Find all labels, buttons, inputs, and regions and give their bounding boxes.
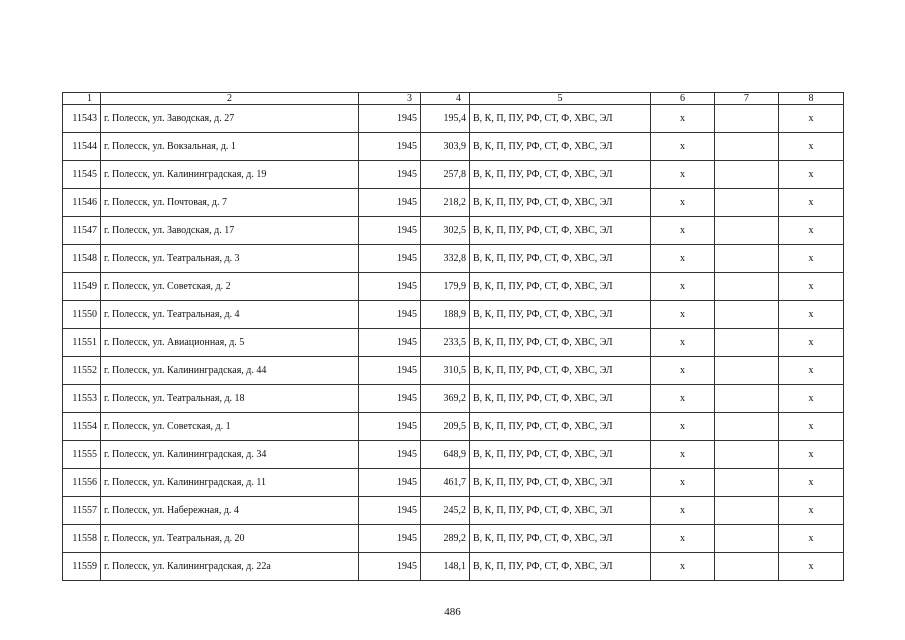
- table-row: [63, 553, 844, 581]
- cell-row-number: 11559: [63, 553, 101, 581]
- cell-col-7-mark: [715, 553, 779, 581]
- cell-utilities: В, К, П, ПУ, РФ, СТ, Ф, ХВС, ЭЛ: [470, 133, 651, 161]
- cell-area: 148,1: [421, 553, 470, 581]
- column-header-3: 3: [359, 93, 421, 105]
- cell-utilities: В, К, П, ПУ, РФ, СТ, Ф, ХВС, ЭЛ: [470, 497, 651, 525]
- cell-col-8-mark: х: [779, 329, 844, 357]
- table-row: [63, 217, 844, 245]
- cell-address: г. Полесск, ул. Калининградская, д. 34: [101, 441, 359, 469]
- table-row: [63, 245, 844, 273]
- cell-year-built: 1945: [359, 413, 421, 441]
- column-header-4: 4: [421, 93, 470, 105]
- cell-year-built: 1945: [359, 301, 421, 329]
- cell-col-7-mark: [715, 497, 779, 525]
- cell-area: 302,5: [421, 217, 470, 245]
- cell-area: 289,2: [421, 525, 470, 553]
- column-header-2: 2: [101, 93, 359, 105]
- cell-col-6-mark: х: [651, 553, 715, 581]
- cell-year-built: 1945: [359, 357, 421, 385]
- cell-row-number: 11549: [63, 273, 101, 301]
- cell-col-6-mark: х: [651, 357, 715, 385]
- cell-col-6-mark: х: [651, 161, 715, 189]
- table-header: [63, 93, 844, 105]
- table-row: [63, 301, 844, 329]
- cell-utilities: В, К, П, ПУ, РФ, СТ, Ф, ХВС, ЭЛ: [470, 413, 651, 441]
- cell-col-7-mark: [715, 469, 779, 497]
- cell-col-8-mark: х: [779, 469, 844, 497]
- cell-col-8-mark: х: [779, 105, 844, 133]
- cell-col-6-mark: х: [651, 189, 715, 217]
- cell-utilities: В, К, П, ПУ, РФ, СТ, Ф, ХВС, ЭЛ: [470, 161, 651, 189]
- cell-col-7-mark: [715, 413, 779, 441]
- cell-utilities: В, К, П, ПУ, РФ, СТ, Ф, ХВС, ЭЛ: [470, 245, 651, 273]
- column-header-8: 8: [779, 93, 844, 105]
- cell-col-7-mark: [715, 133, 779, 161]
- cell-col-6-mark: х: [651, 385, 715, 413]
- cell-utilities: В, К, П, ПУ, РФ, СТ, Ф, ХВС, ЭЛ: [470, 385, 651, 413]
- cell-row-number: 11555: [63, 441, 101, 469]
- cell-utilities: В, К, П, ПУ, РФ, СТ, Ф, ХВС, ЭЛ: [470, 441, 651, 469]
- cell-row-number: 11554: [63, 413, 101, 441]
- cell-address: г. Полесск, ул. Набережная, д. 4: [101, 497, 359, 525]
- table-row: [63, 329, 844, 357]
- cell-col-7-mark: [715, 329, 779, 357]
- cell-col-6-mark: х: [651, 245, 715, 273]
- cell-year-built: 1945: [359, 553, 421, 581]
- cell-address: г. Полесск, ул. Театральная, д. 20: [101, 525, 359, 553]
- cell-address: г. Полесск, ул. Советская, д. 2: [101, 273, 359, 301]
- column-header-1: 1: [63, 93, 101, 105]
- cell-col-8-mark: х: [779, 273, 844, 301]
- cell-utilities: В, К, П, ПУ, РФ, СТ, Ф, ХВС, ЭЛ: [470, 273, 651, 301]
- cell-utilities: В, К, П, ПУ, РФ, СТ, Ф, ХВС, ЭЛ: [470, 301, 651, 329]
- cell-row-number: 11558: [63, 525, 101, 553]
- cell-row-number: 11547: [63, 217, 101, 245]
- cell-col-6-mark: х: [651, 469, 715, 497]
- cell-row-number: 11556: [63, 469, 101, 497]
- table-row: [63, 441, 844, 469]
- cell-col-8-mark: х: [779, 245, 844, 273]
- cell-col-8-mark: х: [779, 385, 844, 413]
- cell-address: г. Полесск, ул. Авиационная, д. 5: [101, 329, 359, 357]
- housing-register-table: [62, 92, 844, 581]
- cell-address: г. Полесск, ул. Театральная, д. 3: [101, 245, 359, 273]
- cell-year-built: 1945: [359, 105, 421, 133]
- cell-area: 195,4: [421, 105, 470, 133]
- table-row: [63, 497, 844, 525]
- cell-col-8-mark: х: [779, 161, 844, 189]
- cell-row-number: 11557: [63, 497, 101, 525]
- cell-col-7-mark: [715, 161, 779, 189]
- cell-address: г. Полесск, ул. Почтовая, д. 7: [101, 189, 359, 217]
- cell-row-number: 11548: [63, 245, 101, 273]
- cell-area: 332,8: [421, 245, 470, 273]
- column-header-5: 5: [470, 93, 651, 105]
- table-row: [63, 105, 844, 133]
- cell-address: г. Полесск, ул. Театральная, д. 18: [101, 385, 359, 413]
- cell-row-number: 11553: [63, 385, 101, 413]
- cell-area: 179,9: [421, 273, 470, 301]
- cell-col-6-mark: х: [651, 497, 715, 525]
- column-header-7: 7: [715, 93, 779, 105]
- cell-utilities: В, К, П, ПУ, РФ, СТ, Ф, ХВС, ЭЛ: [470, 469, 651, 497]
- cell-row-number: 11544: [63, 133, 101, 161]
- cell-col-8-mark: х: [779, 189, 844, 217]
- cell-col-6-mark: х: [651, 301, 715, 329]
- cell-col-7-mark: [715, 189, 779, 217]
- cell-year-built: 1945: [359, 497, 421, 525]
- cell-area: 648,9: [421, 441, 470, 469]
- cell-year-built: 1945: [359, 525, 421, 553]
- table-row: [63, 469, 844, 497]
- cell-area: 461,7: [421, 469, 470, 497]
- cell-utilities: В, К, П, ПУ, РФ, СТ, Ф, ХВС, ЭЛ: [470, 357, 651, 385]
- cell-year-built: 1945: [359, 161, 421, 189]
- table-row: [63, 273, 844, 301]
- cell-col-7-mark: [715, 441, 779, 469]
- cell-col-6-mark: х: [651, 105, 715, 133]
- cell-year-built: 1945: [359, 189, 421, 217]
- cell-col-8-mark: х: [779, 441, 844, 469]
- cell-address: г. Полесск, ул. Калининградская, д. 11: [101, 469, 359, 497]
- cell-utilities: В, К, П, ПУ, РФ, СТ, Ф, ХВС, ЭЛ: [470, 329, 651, 357]
- cell-area: 209,5: [421, 413, 470, 441]
- cell-area: 188,9: [421, 301, 470, 329]
- cell-col-7-mark: [715, 357, 779, 385]
- cell-col-8-mark: х: [779, 357, 844, 385]
- cell-utilities: В, К, П, ПУ, РФ, СТ, Ф, ХВС, ЭЛ: [470, 105, 651, 133]
- cell-address: г. Полесск, ул. Калининградская, д. 19: [101, 161, 359, 189]
- cell-col-6-mark: х: [651, 525, 715, 553]
- cell-col-6-mark: х: [651, 273, 715, 301]
- cell-col-8-mark: х: [779, 497, 844, 525]
- cell-area: 369,2: [421, 385, 470, 413]
- page-number: 486: [444, 606, 461, 618]
- cell-year-built: 1945: [359, 273, 421, 301]
- column-header-6: 6: [651, 93, 715, 105]
- cell-col-6-mark: х: [651, 217, 715, 245]
- cell-address: г. Полесск, ул. Советская, д. 1: [101, 413, 359, 441]
- cell-area: 218,2: [421, 189, 470, 217]
- cell-address: г. Полесск, ул. Вокзальная, д. 1: [101, 133, 359, 161]
- cell-col-8-mark: х: [779, 217, 844, 245]
- cell-year-built: 1945: [359, 133, 421, 161]
- cell-row-number: 11546: [63, 189, 101, 217]
- cell-row-number: 11551: [63, 329, 101, 357]
- cell-col-7-mark: [715, 301, 779, 329]
- cell-utilities: В, К, П, ПУ, РФ, СТ, Ф, ХВС, ЭЛ: [470, 525, 651, 553]
- cell-col-8-mark: х: [779, 413, 844, 441]
- cell-row-number: 11550: [63, 301, 101, 329]
- cell-row-number: 11545: [63, 161, 101, 189]
- cell-address: г. Полесск, ул. Заводская, д. 27: [101, 105, 359, 133]
- table-row: [63, 413, 844, 441]
- cell-address: г. Полесск, ул. Калининградская, д. 44: [101, 357, 359, 385]
- cell-col-6-mark: х: [651, 413, 715, 441]
- table-row: [63, 161, 844, 189]
- cell-row-number: 11543: [63, 105, 101, 133]
- table-row: [63, 357, 844, 385]
- cell-year-built: 1945: [359, 329, 421, 357]
- cell-col-7-mark: [715, 385, 779, 413]
- cell-address: г. Полесск, ул. Заводская, д. 17: [101, 217, 359, 245]
- cell-year-built: 1945: [359, 441, 421, 469]
- cell-area: 303,9: [421, 133, 470, 161]
- cell-area: 233,5: [421, 329, 470, 357]
- cell-col-6-mark: х: [651, 329, 715, 357]
- cell-year-built: 1945: [359, 385, 421, 413]
- cell-col-8-mark: х: [779, 553, 844, 581]
- cell-utilities: В, К, П, ПУ, РФ, СТ, Ф, ХВС, ЭЛ: [470, 217, 651, 245]
- cell-year-built: 1945: [359, 245, 421, 273]
- table-row: [63, 189, 844, 217]
- table-row: [63, 133, 844, 161]
- cell-col-7-mark: [715, 525, 779, 553]
- cell-col-7-mark: [715, 273, 779, 301]
- cell-col-7-mark: [715, 105, 779, 133]
- cell-area: 310,5: [421, 357, 470, 385]
- cell-address: г. Полесск, ул. Театральная, д. 4: [101, 301, 359, 329]
- cell-utilities: В, К, П, ПУ, РФ, СТ, Ф, ХВС, ЭЛ: [470, 553, 651, 581]
- table-row: [63, 525, 844, 553]
- cell-row-number: 11552: [63, 357, 101, 385]
- cell-col-6-mark: х: [651, 133, 715, 161]
- cell-address: г. Полесск, ул. Калининградская, д. 22а: [101, 553, 359, 581]
- cell-utilities: В, К, П, ПУ, РФ, СТ, Ф, ХВС, ЭЛ: [470, 189, 651, 217]
- table-body: [63, 105, 844, 581]
- cell-area: 245,2: [421, 497, 470, 525]
- cell-col-8-mark: х: [779, 525, 844, 553]
- table-row: [63, 385, 844, 413]
- cell-year-built: 1945: [359, 217, 421, 245]
- cell-year-built: 1945: [359, 469, 421, 497]
- cell-col-7-mark: [715, 245, 779, 273]
- cell-area: 257,8: [421, 161, 470, 189]
- cell-col-6-mark: х: [651, 441, 715, 469]
- cell-col-8-mark: х: [779, 301, 844, 329]
- cell-col-8-mark: х: [779, 133, 844, 161]
- header-row: [63, 93, 844, 105]
- cell-col-7-mark: [715, 217, 779, 245]
